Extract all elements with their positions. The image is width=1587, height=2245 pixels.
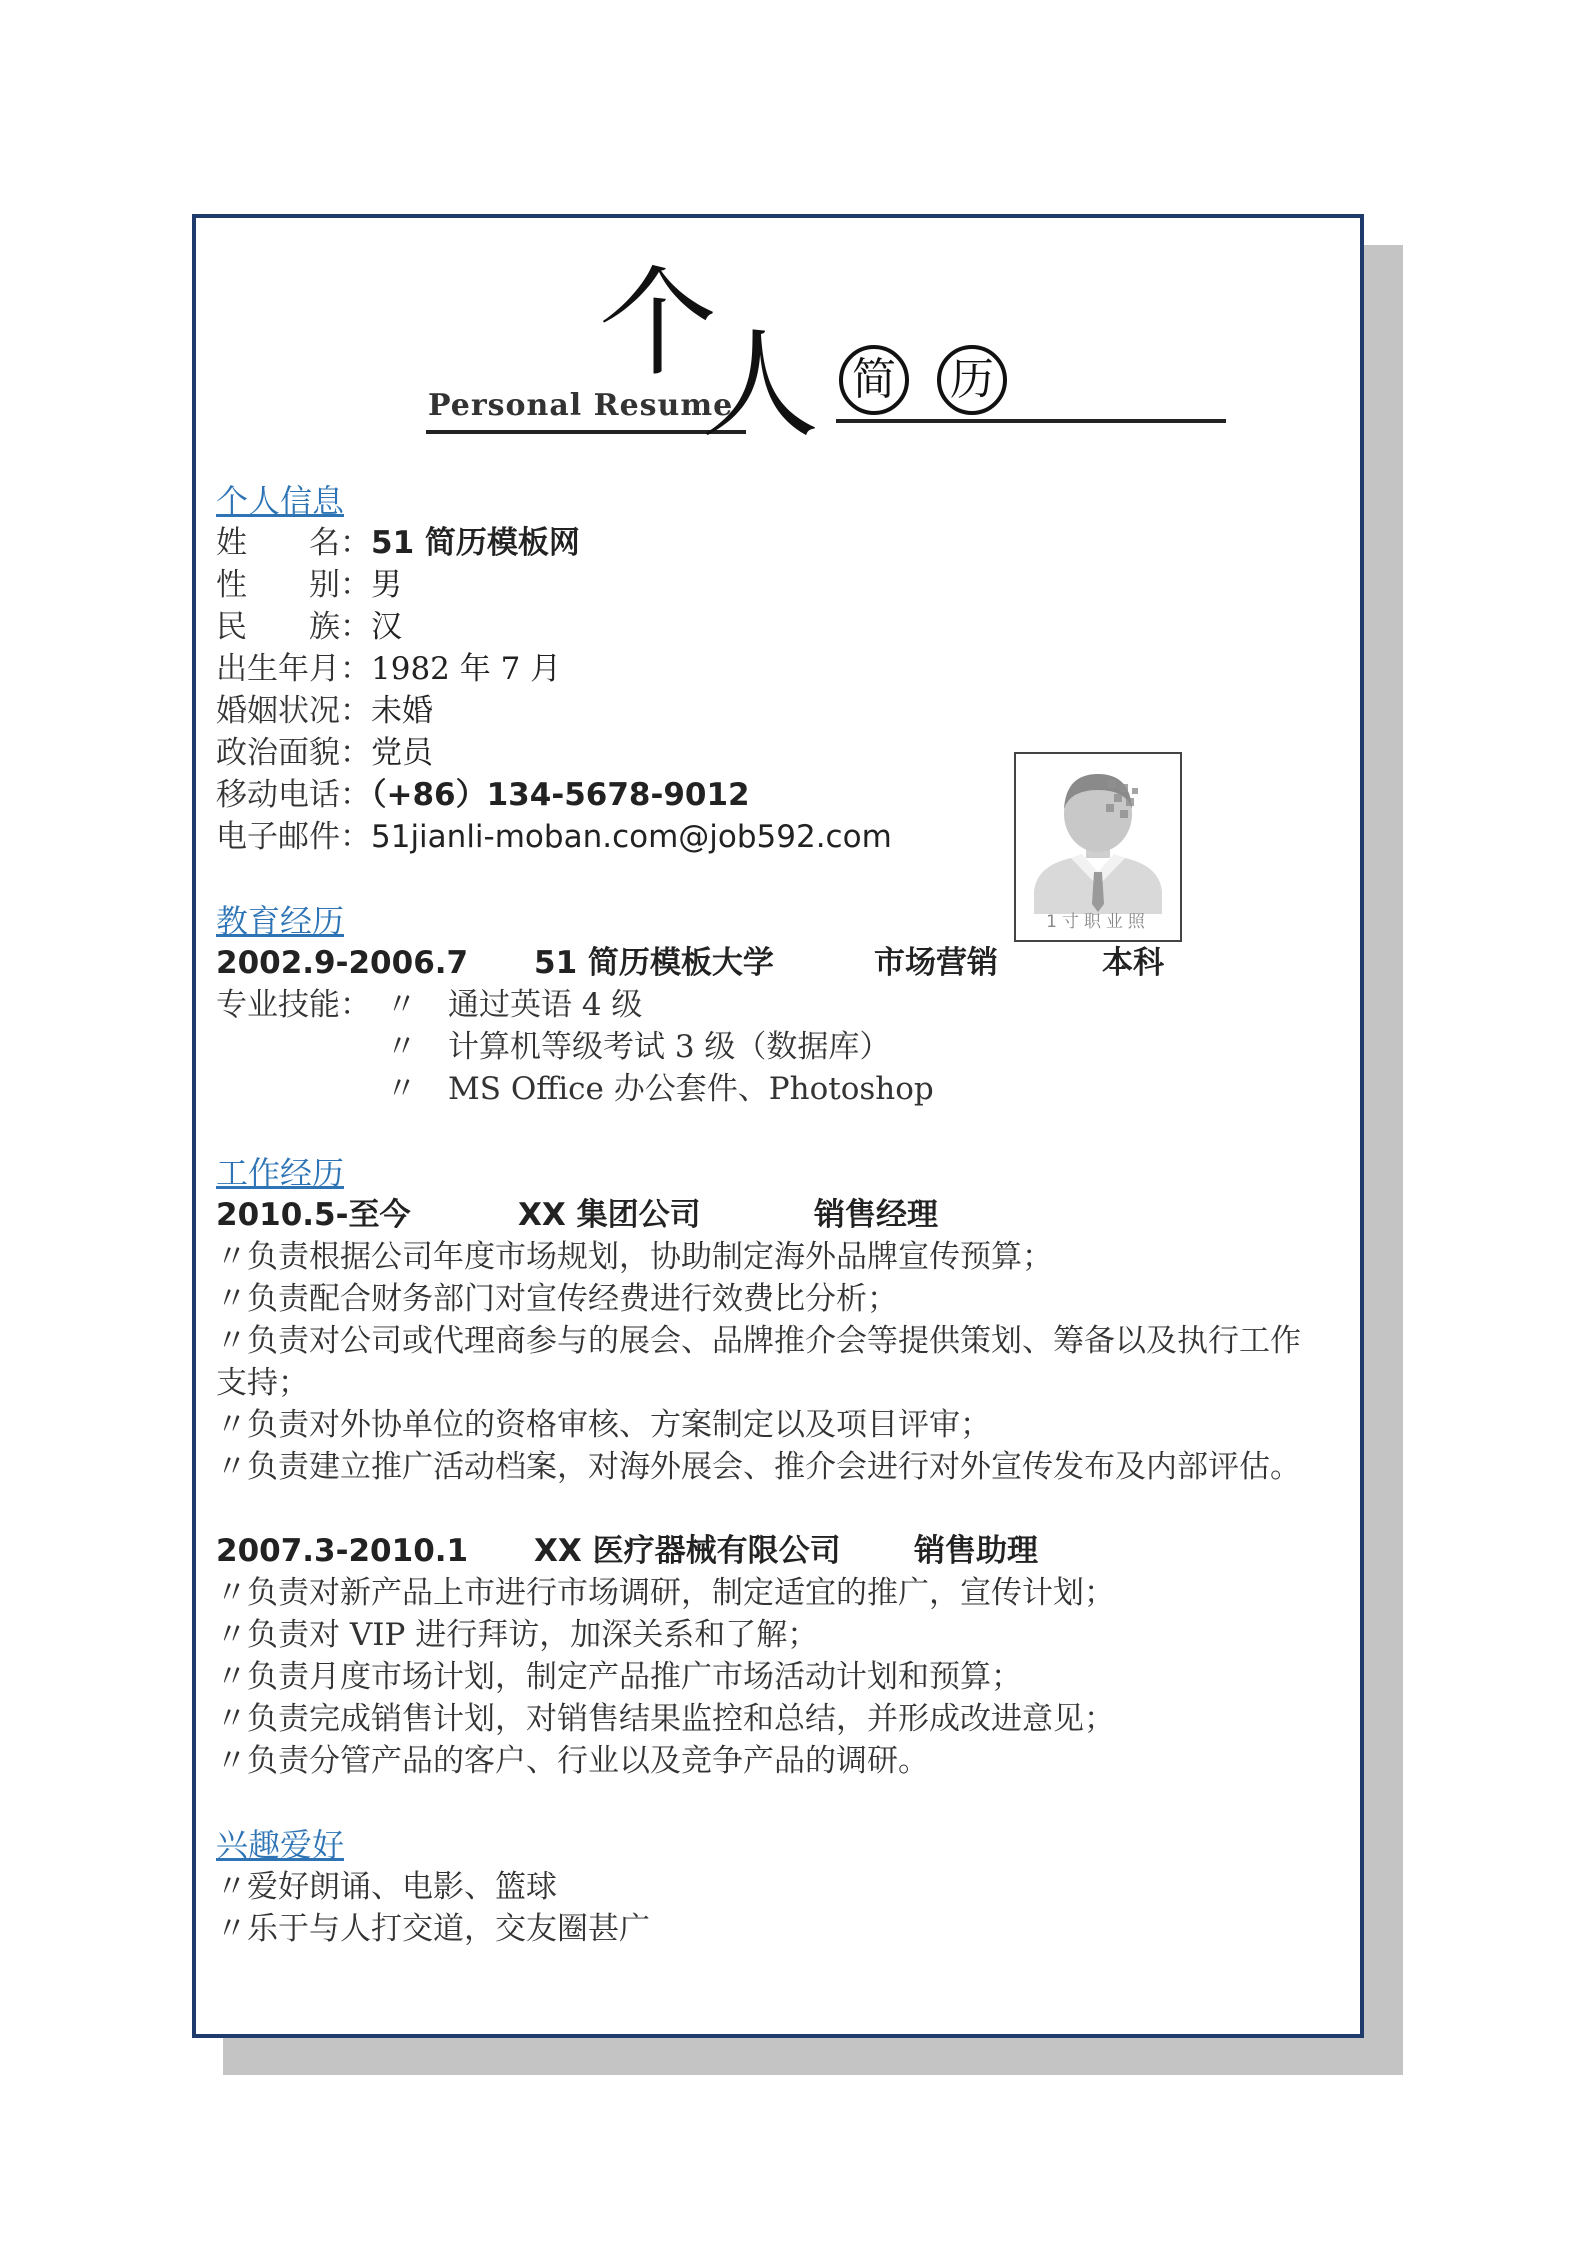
skills-row-3 (216, 1068, 1346, 1110)
photo-caption: 1寸职业照 (1046, 912, 1150, 932)
title-banner (196, 218, 1360, 478)
skills-label: 专业技能： (216, 987, 371, 1023)
skill-item: 〃 MS Office 办公套件、Photoshop (386, 1071, 934, 1107)
field-email: 电子邮件：51jianli-moban.com@job592.com (216, 819, 892, 855)
job-period: 2007.3-2010.1 (216, 1533, 469, 1569)
field-birth: 出生年月：1982 年 7 月 (216, 651, 562, 687)
job-duty: 〃负责配合财务部门对宣传经费进行效费比分析； (216, 1281, 898, 1317)
job-duty: 〃负责对新产品上市进行市场调研，制定适宜的推广，宣传计划； (216, 1575, 1115, 1611)
skill-item: 〃 计算机等级考试 3 级（数据库） (386, 1029, 891, 1065)
job-duty: 〃负责分管产品的客户、行业以及竞争产品的调研。 (216, 1743, 929, 1779)
title-char-ge: 个 (599, 254, 718, 392)
education-degree: 本科 (1102, 945, 1164, 981)
field-gender: 性 别：男 (216, 567, 402, 603)
education-period: 2002.9-2006.7 (216, 945, 469, 981)
job-duty: 〃负责月度市场计划，制定产品推广市场活动计划和预算； (216, 1659, 1022, 1695)
education-entry (216, 942, 1346, 984)
title-circle-li: 历 (937, 345, 1007, 415)
job-duty: 〃负责对公司或代理商参与的展会、品牌推介会等提供策划、筹备以及执行工作 (216, 1323, 1301, 1359)
job-period: 2010.5-至今 (216, 1197, 411, 1233)
skill-item: 〃 通过英语 4 级 (386, 987, 643, 1023)
section-title-work: 工作经历 (216, 1154, 345, 1192)
job-position: 销售助理 (914, 1533, 1038, 1569)
title-line-right (836, 419, 1226, 423)
job-company: XX 医疗器械有限公司 (534, 1533, 841, 1569)
resume-page (192, 214, 1364, 2038)
job-header (216, 1530, 1346, 1572)
resume-content (216, 480, 1346, 1950)
job-duty: 〃负责建立推广活动档案，对海外展会、推介会进行对外宣传发布及内部评估。 (216, 1449, 1301, 1485)
title-char-ren: 人 (701, 316, 820, 454)
field-political: 政治面貌：党员 (216, 735, 433, 771)
field-marital: 婚姻状况：未婚 (216, 693, 433, 729)
section-title-personal: 个人信息 (216, 482, 345, 520)
job-position: 销售经理 (814, 1197, 938, 1233)
skills-row-1 (216, 984, 1346, 1026)
job-header (216, 1194, 1346, 1236)
hobby-item: 〃爱好朗诵、电影、篮球 (216, 1869, 557, 1905)
job-duty: 支持； (216, 1365, 309, 1401)
field-phone: 移动电话：（+86）134-5678-9012 (216, 777, 750, 813)
education-school: 51 简历模板大学 (534, 945, 774, 981)
title-line-left (426, 430, 746, 434)
english-title: Personal Resume (428, 388, 734, 423)
hobby-item: 〃乐于与人打交道，交友圈甚广 (216, 1911, 650, 1947)
title-circle-jian: 简 (839, 345, 909, 415)
job-duty: 〃负责对 VIP 进行拜访，加深关系和了解； (216, 1617, 819, 1653)
job-duty: 〃负责完成销售计划，对销售结果监控和总结，并形成改进意见； (216, 1701, 1115, 1737)
skills-row-2 (216, 1026, 1346, 1068)
education-major: 市场营销 (874, 945, 998, 981)
section-title-hobbies: 兴趣爱好 (216, 1826, 345, 1864)
field-name: 姓 名：51 简历模板网 (216, 525, 580, 561)
section-title-education: 教育经历 (216, 902, 345, 940)
field-ethnicity: 民 族：汉 (216, 609, 402, 645)
job-company: XX 集团公司 (518, 1197, 701, 1233)
job-duty: 〃负责对外协单位的资格审核、方案制定以及项目评审； (216, 1407, 991, 1443)
job-duty: 〃负责根据公司年度市场规划，协助制定海外品牌宣传预算； (216, 1239, 1053, 1275)
